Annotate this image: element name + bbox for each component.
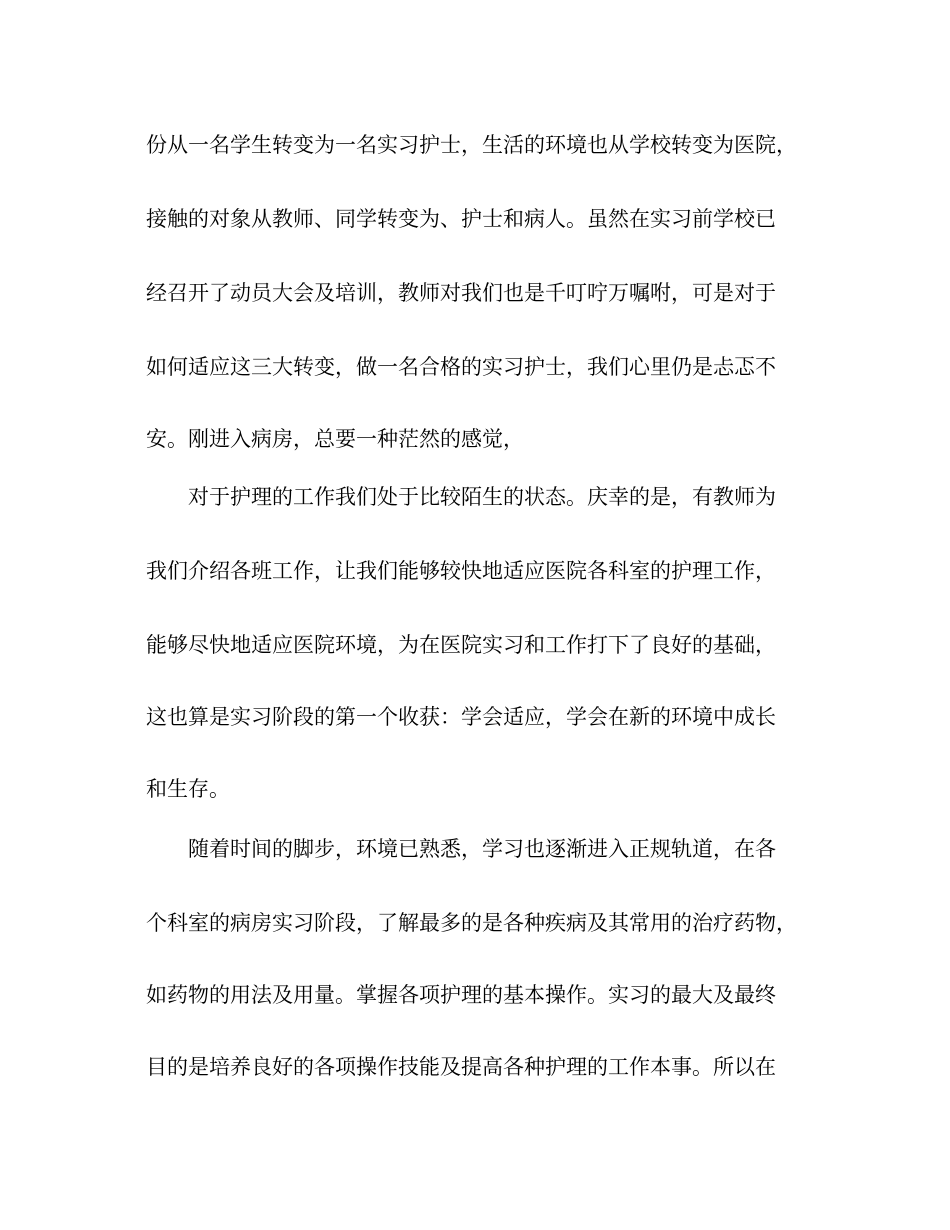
text-line: 目的是培养良好的各项操作技能及提高各种护理的工作本事。所以在 — [146, 1055, 776, 1079]
paragraph-start-line: 对于护理的工作我们处于比较陌生的状态。庆幸的是，有教师为 — [188, 485, 776, 509]
paragraph-start-line: 随着时间的脚步，环境已熟悉，学习也逐渐进入正规轨道，在各 — [188, 837, 776, 861]
text-line: 这也算是实习阶段的第一个收获：学会适应，学会在新的环境中成长 — [146, 705, 776, 729]
text-line: 和生存。 — [146, 777, 230, 801]
text-line: 如药物的用法及用量。掌握各项护理的基本操作。实习的最大及最终 — [146, 983, 776, 1007]
text-line: 如何适应这三大转变，做一名合格的实习护士，我们心里仍是忐忑不 — [146, 355, 776, 379]
text-line: 经召开了动员大会及培训，教师对我们也是千叮咛万嘱咐，可是对于 — [146, 281, 776, 305]
text-line: 安。刚进入病房，总要一种茫然的感觉， — [146, 427, 524, 451]
text-line: 接触的对象从教师、同学转变为、护士和病人。虽然在实习前学校已 — [146, 207, 776, 231]
text-line: 能够尽快地适应医院环境，为在医院实习和工作打下了良好的基础， — [146, 633, 776, 657]
text-line: 我们介绍各班工作，让我们能够较快地适应医院各科室的护理工作， — [146, 559, 776, 583]
text-line: 个科室的病房实习阶段，了解最多的是各种疾病及其常用的治疗药物， — [146, 911, 797, 935]
text-line: 份从一名学生转变为一名实习护士，生活的环境也从学校转变为医院， — [146, 133, 797, 157]
